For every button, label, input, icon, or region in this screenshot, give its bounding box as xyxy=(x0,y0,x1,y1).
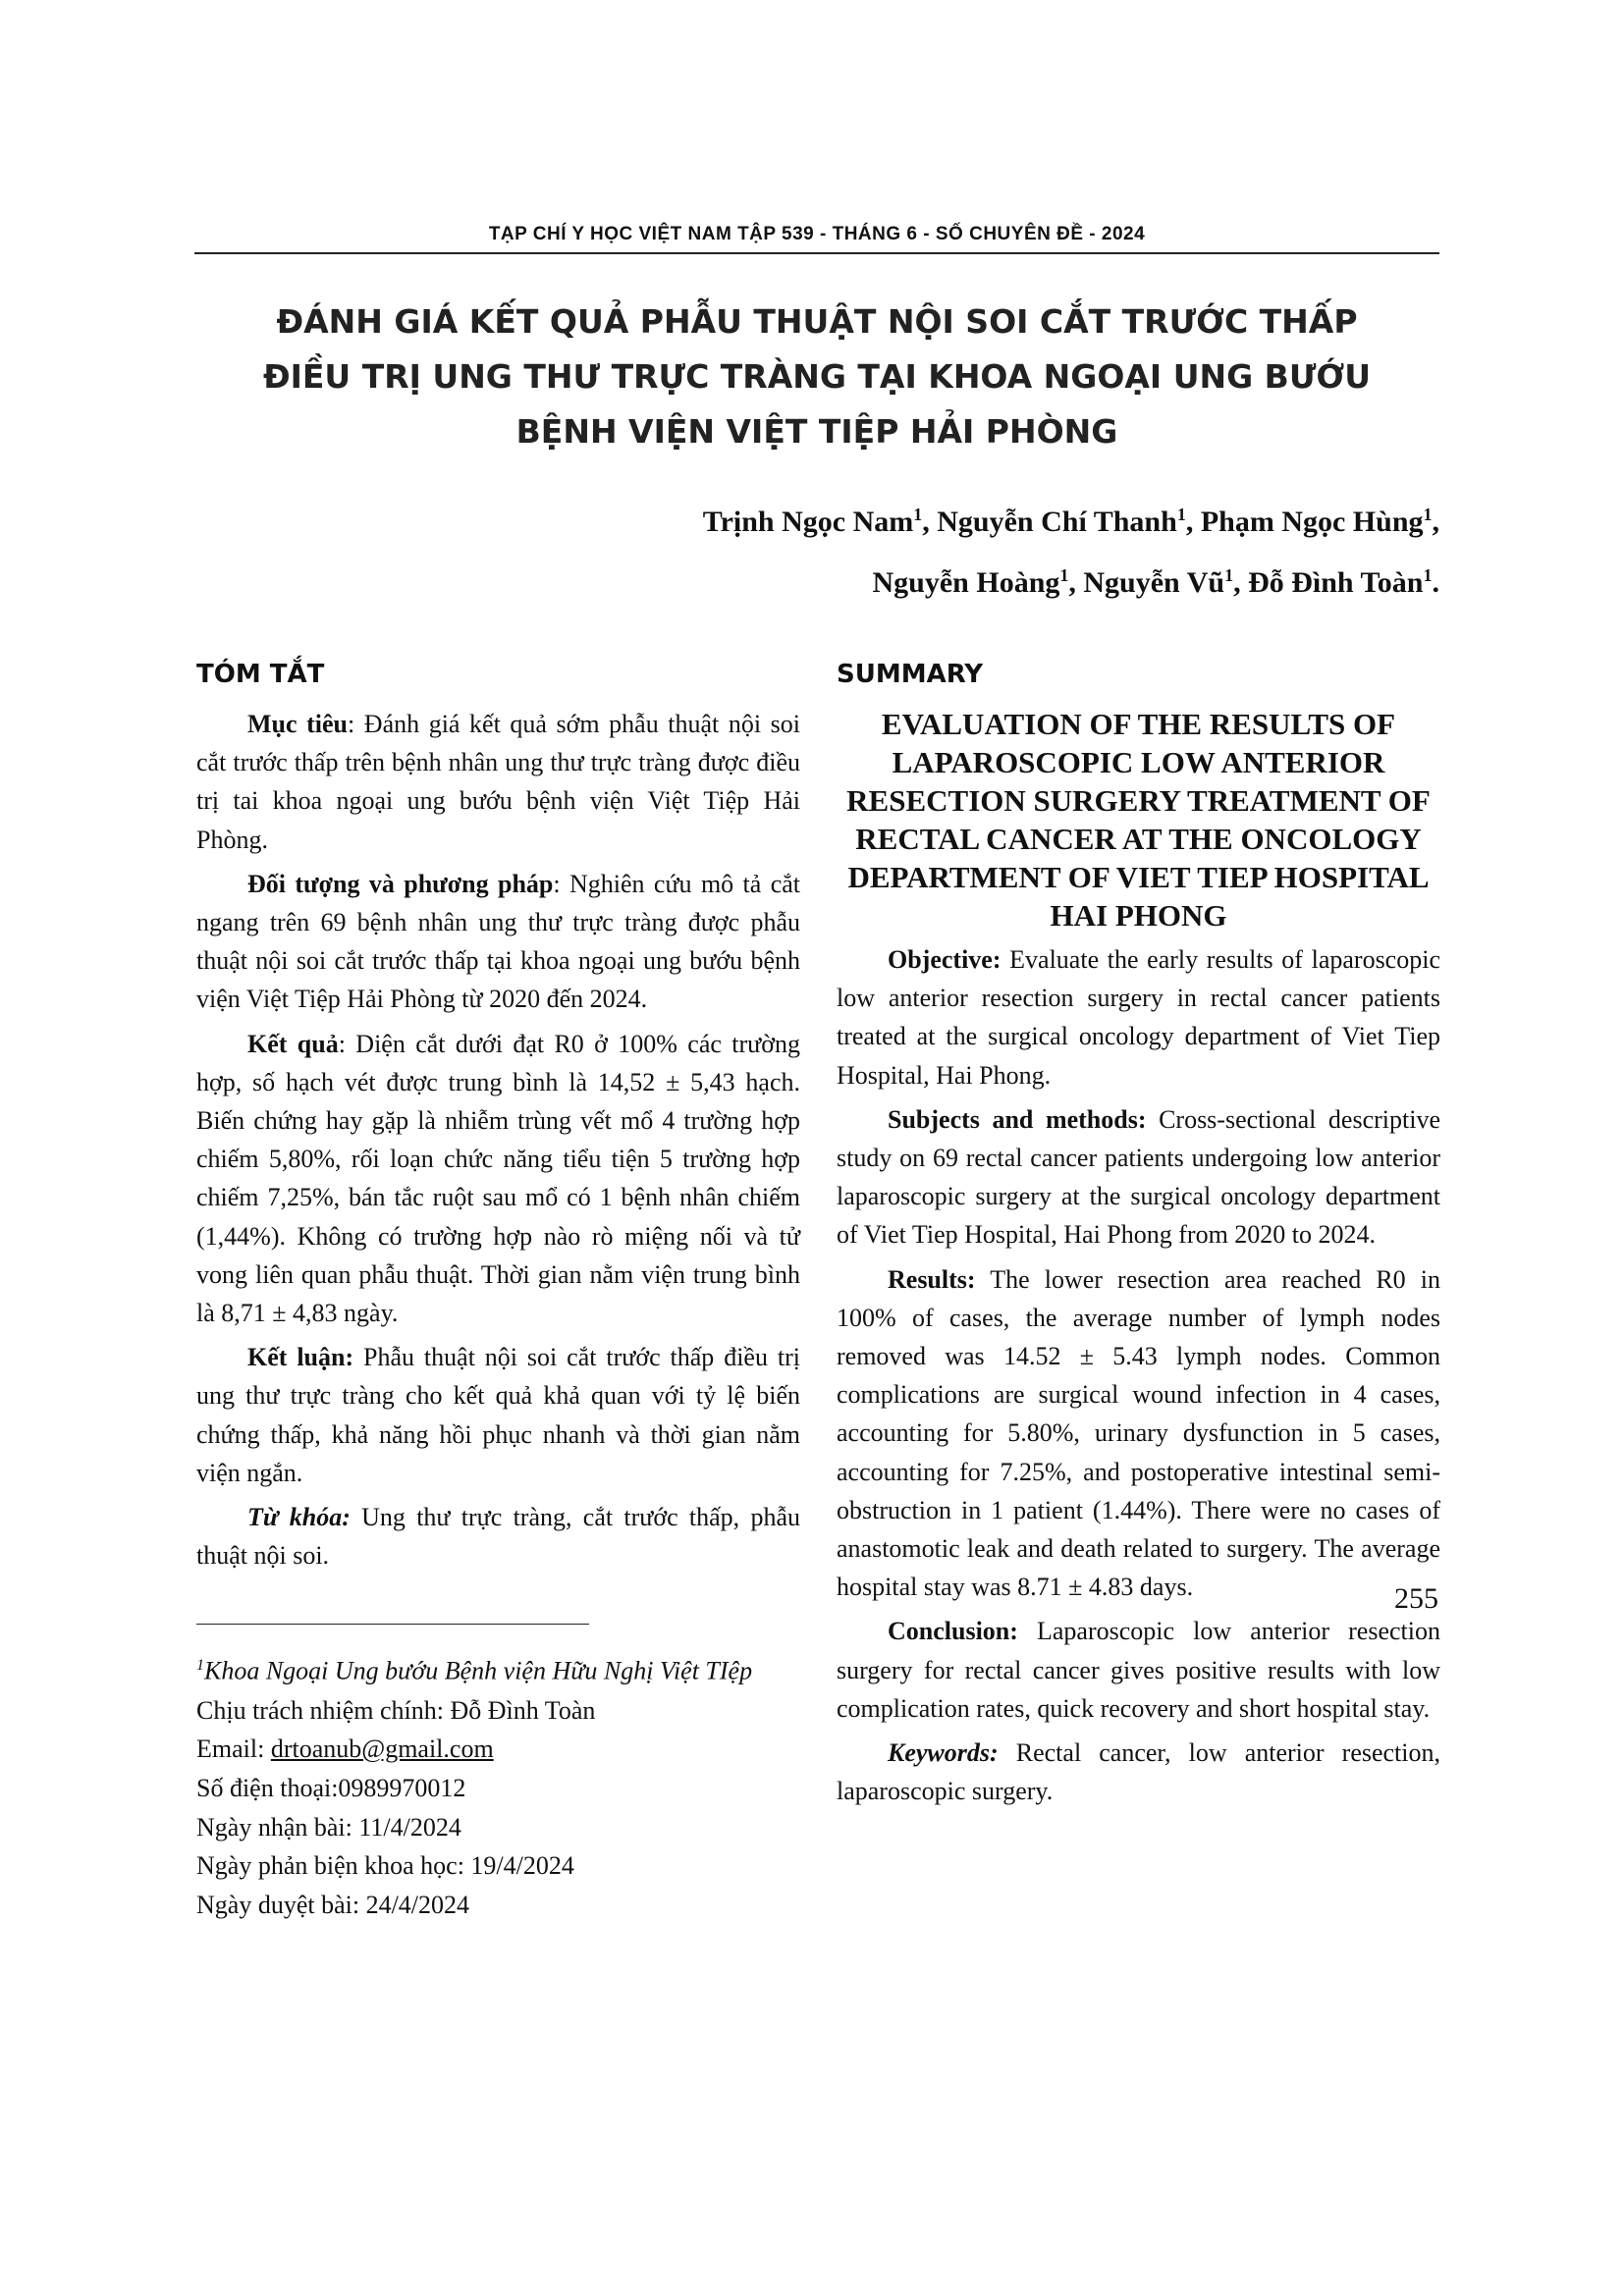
keywords-text: Ung thư trực tràng, cắt trước thấp, phẫu thuật nội soi. xyxy=(196,1503,800,1571)
methods-label: Subjects and methods: xyxy=(888,1104,1147,1134)
title-line-3: BỆNH VIỆN VIỆT TIỆP HẢI PHÒNG xyxy=(515,412,1118,451)
author-name: Đỗ Đình Toàn xyxy=(1248,566,1424,599)
author-separator: , xyxy=(922,506,938,538)
footnote-received: Ngày nhận bài: 11/4/2024 xyxy=(196,1812,461,1842)
author-name: Trịnh Ngọc Nam xyxy=(702,506,914,538)
page-number: 255 xyxy=(1394,1582,1438,1615)
author-name: Phạm Ngọc Hùng xyxy=(1200,506,1424,538)
author-affiliation-mark: 1 xyxy=(1423,505,1433,524)
footnote-phone: Số điện thoại:0989970012 xyxy=(196,1773,466,1802)
abstract-en-objective xyxy=(837,940,1440,1095)
objective-text: : Đánh giá kết quả sớm phẫu thuật nội soi cắt trước thấp trên bệnh nhân ung thư trực tràng được điều trị tai khoa ngoại ung bướu bệnh viện Việt Tiệp Hải Phòng. xyxy=(196,710,800,854)
objective-label: Objective: xyxy=(888,945,1001,974)
results-label: Kết quả xyxy=(247,1029,339,1058)
results-label: Results: xyxy=(888,1264,976,1294)
abstract-en-results xyxy=(837,1260,1440,1607)
author-line-2 xyxy=(703,549,1439,610)
abstract-en-keywords xyxy=(837,1734,1440,1810)
vietnamese-abstract-column xyxy=(196,648,800,1924)
author-separator: . xyxy=(1432,566,1439,599)
author-separator: , xyxy=(1185,506,1201,538)
footnote-reviewed: Ngày phản biện khoa học: 19/4/2024 xyxy=(196,1851,574,1881)
article-title xyxy=(194,294,1439,459)
email-link[interactable]: drtoanub@gmail.com xyxy=(270,1735,494,1764)
methods-text: : Nghiên cứu mô tả cắt ngang trên 69 bệnh nhân ung thư trực tràng được phẫu thuật nội soi cắt trước thấp tại khoa ngoại ung bướu bệnh viện Việt Tiệp Hải Phòng từ 2020 đến 2024. xyxy=(196,869,800,1014)
author-affiliation-mark: 1 xyxy=(1059,565,1069,585)
english-abstract-column xyxy=(837,648,1440,1816)
author-separator: , xyxy=(1432,506,1439,538)
keywords-text: Rectal cancer, low anterior resection, laparoscopic surgery. xyxy=(837,1738,1440,1806)
abstract-vi-conclusion xyxy=(196,1338,800,1492)
journal-header: TẠP CHÍ Y HỌC VIỆT NAM TẬP 539 - THÁNG 6 - SỐ CHUYÊN ĐỀ - 2024 xyxy=(488,224,1146,244)
author-name: Nguyễn Chí Thanh xyxy=(937,506,1177,538)
objective-label: Mục tiêu xyxy=(247,710,348,738)
abstract-vi-results xyxy=(196,1025,800,1333)
title-line-2: ĐIỀU TRỊ UNG THƯ TRỰC TRÀNG TẠI KHOA NGOẠI UNG BƯỚU xyxy=(262,357,1372,396)
footnote-email xyxy=(196,1730,800,1769)
title-line-1: ĐÁNH GIÁ KẾT QUẢ PHẪU THUẬT NỘI SOI CẮT TRƯỚC THẤP xyxy=(276,302,1358,341)
objective-text: Evaluate the early results of laparoscopic low anterior resection surgery in rectal cancer patients treated at the surgical oncology department of Viet Tiep Hospital, Hai Phong. xyxy=(837,945,1440,1090)
methods-text: Cross-sectional descriptive study on 69 rectal cancer patients undergoing low anterior laparoscopic surgery at the surgical oncology department of Viet Tiep Hospital, Hai Phong from 2020 to 2024. xyxy=(837,1104,1440,1250)
abstract-en-conclusion xyxy=(837,1612,1440,1728)
footnote-affiliation xyxy=(196,1646,800,1690)
author-line-1 xyxy=(703,488,1439,549)
author-list xyxy=(703,488,1439,610)
abstract-en-methods xyxy=(837,1100,1440,1255)
author-affiliation-mark: 1 xyxy=(1423,565,1433,585)
keywords-label: Keywords: xyxy=(888,1738,999,1768)
footnote-rule xyxy=(196,1624,589,1625)
conclusion-text: Phẫu thuật nội soi cắt trước thấp điều trị ung thư trực tràng cho kết quả khả quan với tỷ lệ biến chứng thấp, khả năng hồi phục nhanh và thời gian nằm viện ngắn. xyxy=(196,1343,800,1487)
footnote-mark: 1 xyxy=(196,1657,204,1675)
footnote-responsible: Chịu trách nhiệm chính: Đỗ Đình Toàn xyxy=(196,1695,596,1725)
abstract-vi-methods xyxy=(196,865,800,1019)
footnote-accepted: Ngày duyệt bài: 24/4/2024 xyxy=(196,1890,470,1919)
header-rule xyxy=(194,252,1439,254)
conclusion-text: Laparoscopic low anterior resection surgery for rectal cancer gives positive results with low complication rates, quick recovery and short hospital stay. xyxy=(837,1617,1440,1723)
methods-label: Đối tượng và phương pháp xyxy=(247,869,554,898)
abstract-vi-objective xyxy=(196,705,800,859)
author-separator: , xyxy=(1233,566,1249,599)
results-text: : Diện cắt dưới đạt R0 ở 100% các trường hợp, số hạch vét được trung bình là 14,52 ± 5,43 hạch. Biến chứng hay gặp là nhiễm trùng vết mổ 4 trường hợp chiếm 5,80%, rối loạn chức năng tiểu tiện 5 trường hợp chiếm 7,25%, bán tắc ruột sau mổ có 1 bệnh nhân chiếm (1,44%). Không có trường hợp nào rò miệng nối và tử vong liên quan phẫu thuật. Thời gian nằm viện trung bình là 8,71 ± 4,83 ngày. xyxy=(196,1029,800,1328)
conclusion-label: Kết luận: xyxy=(247,1343,354,1372)
author-affiliation-mark: 1 xyxy=(1224,565,1234,585)
affiliation-text: Khoa Ngoại Ung bướu Bệnh viện Hữu Nghị Việt TIệp xyxy=(204,1657,753,1686)
author-separator: , xyxy=(1068,566,1084,599)
conclusion-label: Conclusion: xyxy=(888,1617,1018,1646)
author-name: Nguyễn Vũ xyxy=(1083,566,1225,599)
author-affiliation-mark: 1 xyxy=(913,505,923,524)
results-text: The lower resection area reached R0 in 100% of cases, the average number of lymph nodes removed was 14.52 ± 5.43 lymph nodes. Common complications are surgical wound infection in 4 cases, accounting for 5.80%, urinary dysfunction in 5 cases, accounting for 7.25%, and postoperative intestinal semi-obstruction in 1 patient (1.44%). There were no cases of anastomotic leak and death related to surgery. The average hospital stay was 8.71 ± 4.83 days. xyxy=(837,1264,1440,1602)
email-label: Email: xyxy=(196,1735,271,1764)
author-affiliation-mark: 1 xyxy=(1176,505,1186,524)
english-title: EVALUATION OF THE RESULTS OF LAPAROSCOPIC LOW ANTERIOR RESECTION SURGERY TREATMENT OF RECTAL CANCER AT THE ONCOLOGY DEPARTMENT OF VIET TIEP HOSPITAL HAI PHONG xyxy=(846,707,1431,933)
abstract-vi-keywords xyxy=(196,1498,800,1575)
keywords-label: Từ khóa: xyxy=(247,1503,351,1532)
abstract-en-heading: SUMMARY xyxy=(837,660,984,689)
author-name: Nguyễn Hoàng xyxy=(872,566,1060,599)
abstract-vi-heading: TÓM TẮT xyxy=(196,660,325,689)
